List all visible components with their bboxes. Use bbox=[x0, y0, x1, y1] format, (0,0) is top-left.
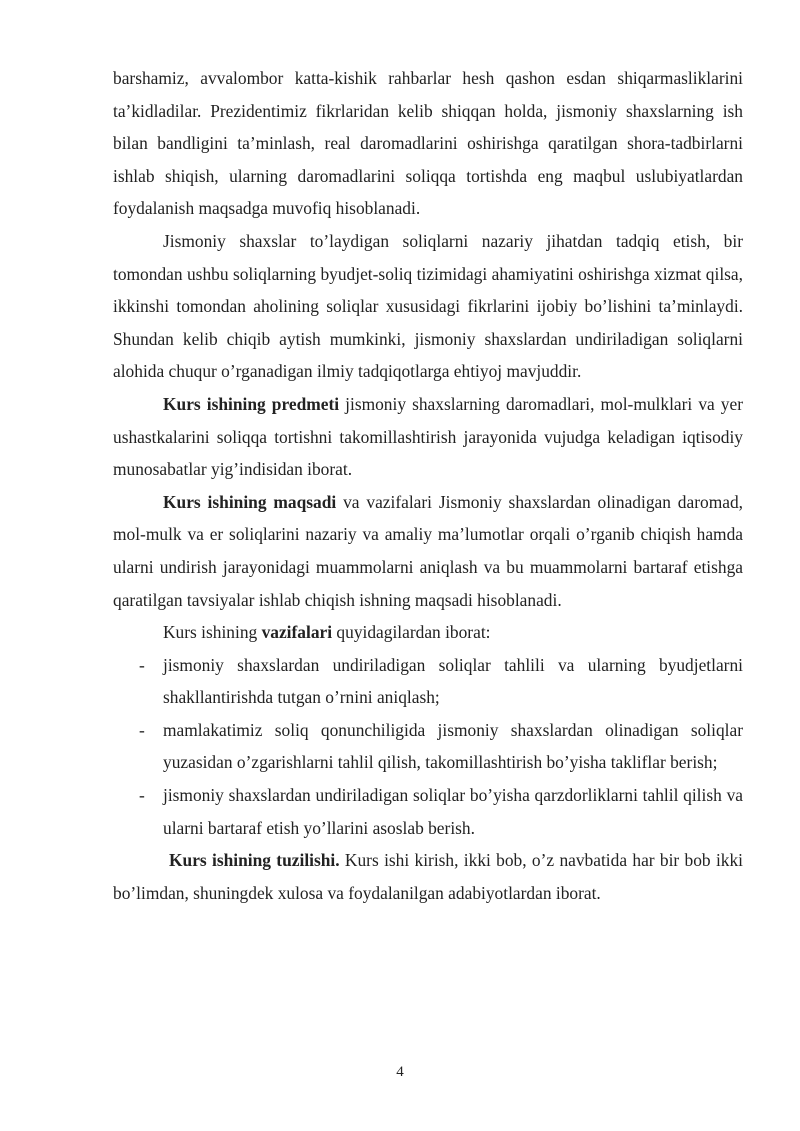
page-number: 4 bbox=[396, 1064, 404, 1080]
paragraph-intro-continuation: barshamiz, avvalombor katta-kishik rahbarlar hesh qashon esdan shiqarmasliklarini ta’kidladilar. Prezidentimiz fikrlaridan kelib shiqqan holda, jismoniy shaxslarning ish bilan bandligini ta’minlash, real daromadlarini oshirishga qaratilgan shora-tadbirlarni ishlab shiqish, ularning daromadlarini soliqqa tortishda eng maqbul uslubiyatlardan foydalanish maqsadga muvofiq hisoblanadi. bbox=[113, 68, 743, 219]
dash-bullet: - bbox=[139, 719, 145, 740]
list-item bbox=[113, 779, 743, 844]
goal-heading: Kurs ishining maqsadi bbox=[163, 491, 337, 512]
goal-text: va vazifalari Jismoniy shaxslardan olinadigan daromad, mol-mulk va er soliqlarini nazariy va amaliy ma’lumotlar orqali o’rganib chiqish hamda ularni undirish jarayonidagi muammolarni aniqlash va bu muammolarni bartaraf etishga qaratilgan tavsiyalar ishlab chiqish ishning maqsadi hisoblanadi. bbox=[113, 491, 743, 610]
tasks-intro-post: quyidagilardan iborat: bbox=[332, 622, 491, 643]
paragraph-tasks-intro bbox=[113, 616, 743, 649]
dash-bullet: - bbox=[139, 654, 145, 675]
list-item bbox=[113, 714, 743, 779]
paragraph-structure bbox=[113, 844, 743, 909]
structure-heading: Kurs ishining tuzilishi. bbox=[169, 850, 340, 871]
list-item bbox=[113, 649, 743, 714]
paragraph-subject bbox=[113, 388, 743, 486]
list-item-text: jismoniy shaxslardan undiriladigan soliqlar tahlili va ularning byudjetlarni shakllantirishda tutgan o’rnini aniqlash; bbox=[163, 654, 743, 708]
list-item-text: jismoniy shaxslardan undiriladigan soliqlar bo’yisha qarzdorliklarni tahlil qilish va ularni bartaraf etish yo’llarini asoslab berish. bbox=[163, 785, 743, 838]
tasks-heading: vazifalari bbox=[261, 622, 333, 643]
subject-heading: Kurs ishining predmeti bbox=[163, 393, 340, 414]
dash-bullet: - bbox=[139, 785, 145, 806]
tasks-intro-pre: Kurs ishining bbox=[163, 622, 262, 643]
paragraph-research-importance: Jismoniy shaxslar to’laydigan soliqlarni nazariy jihatdan tadqiq etish, bir tomondan ushbu soliqlarning byudjet-soliq tizimidagi ahamiyatini oshirishga xizmat qilsa, ikkinshi tomondan aholining soliqlar xususidagi fikrlarini ijobiy bo’lishini ta’minlaydi. Shundan kelib chiqib aytish mumkinki, jismoniy shaxslardan undiriladigan soliqlarni alohida chuqur o’rganadigan ilmiy tadqiqotlarga ehtiyoj mavjuddir. bbox=[113, 230, 743, 382]
subject-text: jismoniy shaxslarning daromadlari, mol-mulklari va yer ushastkalarini soliqqa tortishni takomillashtirish jarayonida vujudga keladigan iqtisodiy munosabatlar yig’indisidan iborat. bbox=[113, 393, 743, 480]
structure-text: Kurs ishi kirish, ikki bob, o’z navbatida har bir bob ikki bo’limdan, shuningdek xulosa va foydalanilgan adabiyotlardan iborat. bbox=[113, 850, 744, 903]
paragraph-goal bbox=[113, 486, 743, 616]
list-item-text: mamlakatimiz soliq qonunchiligida jismoniy shaxslardan olinadigan soliqlar yuzasidan o’zgarishlarni tahlil qilish, takomillashtirish bo’yisha takliflar berish; bbox=[163, 719, 743, 773]
document-page bbox=[113, 62, 743, 909]
tasks-list bbox=[113, 649, 743, 845]
